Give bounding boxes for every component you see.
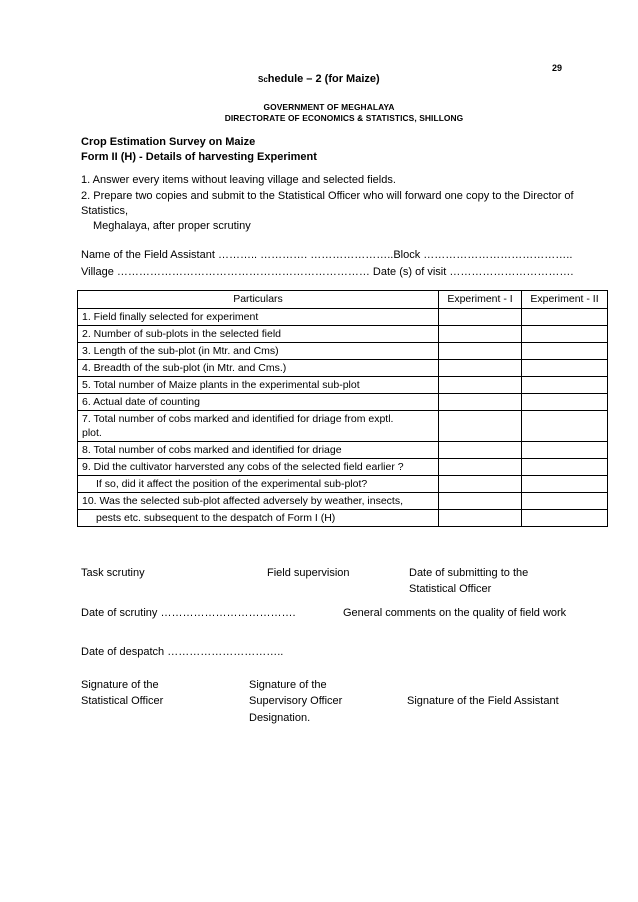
particulars-cell	[78, 326, 439, 343]
particulars-cell	[78, 493, 439, 510]
table-row	[78, 377, 608, 394]
table-body	[78, 309, 608, 527]
particulars-cell	[78, 411, 439, 442]
experiment-table	[77, 290, 608, 527]
particulars-cell	[78, 510, 439, 527]
particulars-cell	[78, 459, 439, 476]
particulars-text: plot.	[82, 427, 102, 439]
designation-label: Designation.	[249, 712, 311, 724]
header-particulars: Particulars	[78, 291, 439, 309]
experiment-2-cell[interactable]	[522, 510, 608, 527]
signature-supervisory-label: Signature of the	[249, 679, 327, 691]
experiment-1-cell[interactable]	[439, 411, 522, 442]
experiment-2-cell[interactable]	[522, 493, 608, 510]
table-row	[78, 309, 608, 326]
particulars-text: 1. Field finally selected for experiment	[82, 311, 259, 323]
experiment-2-cell[interactable]	[522, 309, 608, 326]
signature-so-label: Signature of the	[81, 679, 159, 691]
instruction-2-cont2: Meghalaya, after proper scrutiny	[93, 220, 251, 232]
table-row	[78, 411, 608, 442]
experiment-1-cell[interactable]	[439, 343, 522, 360]
table-row	[78, 493, 608, 510]
experiment-1-cell[interactable]	[439, 309, 522, 326]
particulars-cell	[78, 343, 439, 360]
date-scrutiny-line: Date of scrutiny ……………………………….	[81, 607, 296, 619]
particulars-text: If so, did it affect the position of the experimental sub-plot?	[96, 478, 368, 490]
table-row	[78, 343, 608, 360]
particulars-text: 4. Breadth of the sub-plot (in Mtr. and Cms.)	[82, 362, 287, 374]
table-header-row	[78, 291, 608, 309]
schedule-title	[258, 73, 380, 85]
table-row	[78, 459, 608, 476]
experiment-2-cell[interactable]	[522, 377, 608, 394]
government-heading	[0, 102, 638, 112]
date-submitting-label-cont: Statistical Officer	[409, 583, 492, 595]
particulars-text: 8. Total number of cobs marked and identified for driage	[82, 444, 342, 456]
experiment-1-cell[interactable]	[439, 510, 522, 527]
particulars-cell	[78, 309, 439, 326]
field-supervision-label: Field supervision	[267, 567, 350, 579]
signature-so-label-cont: Statistical Officer	[81, 695, 164, 707]
directorate-heading	[0, 113, 638, 123]
table-row	[78, 476, 608, 493]
particulars-text: 3. Length of the sub-plot (in Mtr. and Cms)	[82, 345, 279, 357]
schedule-prefix: Sc	[258, 75, 268, 84]
task-scrutiny-label: Task scrutiny	[81, 567, 145, 579]
experiment-1-cell[interactable]	[439, 459, 522, 476]
particulars-text: 2. Number of sub-plots in the selected field	[82, 328, 282, 340]
experiment-2-cell[interactable]	[522, 442, 608, 459]
experiment-1-cell[interactable]	[439, 377, 522, 394]
experiment-1-cell[interactable]	[439, 476, 522, 493]
experiment-2-cell[interactable]	[522, 326, 608, 343]
particulars-cell	[78, 476, 439, 493]
table-row	[78, 442, 608, 459]
particulars-cell	[78, 442, 439, 459]
experiment-2-cell[interactable]	[522, 411, 608, 442]
particulars-text: 5. Total number of Maize plants in the experimental sub-plot	[82, 379, 360, 391]
table-row	[78, 326, 608, 343]
experiment-2-cell[interactable]	[522, 476, 608, 493]
government-text: GOVERNMENT OF MEGHALAYA	[263, 102, 395, 112]
experiment-2-cell[interactable]	[522, 459, 608, 476]
field-assistant-line: Name of the Field Assistant ……….. …………. …………………..Block …………………………………..	[81, 249, 573, 261]
table-row	[78, 510, 608, 527]
header-experiment-2: Experiment - II	[522, 291, 608, 309]
experiment-1-cell[interactable]	[439, 493, 522, 510]
general-comments-label: General comments on the quality of field work	[343, 607, 567, 619]
header-experiment-1: Experiment - I	[439, 291, 522, 309]
signature-supervisory-label-cont: Supervisory Officer	[249, 695, 343, 707]
particulars-cell	[78, 360, 439, 377]
village-line: Village …………………………………………………………… Date (s) of visit …………………………….	[81, 266, 574, 278]
particulars-text: 6. Actual date of counting	[82, 396, 200, 408]
experiment-1-cell[interactable]	[439, 442, 522, 459]
particulars-text: 10. Was the selected sub-plot affected adversely by weather, insects,	[82, 495, 404, 507]
date-submitting-label: Date of submitting to the	[409, 567, 529, 579]
schedule-rest: hedule – 2 (for Maize)	[267, 73, 380, 85]
instruction-2: 2. Prepare two copies and submit to the Statistical Officer who will forward one copy to the Director of	[81, 190, 574, 202]
table-row	[78, 360, 608, 377]
particulars-cell	[78, 394, 439, 411]
table-row	[78, 394, 608, 411]
form-title: Form II (H) - Details of harvesting Experiment	[81, 151, 317, 163]
experiment-2-cell[interactable]	[522, 343, 608, 360]
directorate-text: DIRECTORATE OF ECONOMICS & STATISTICS, SHILLONG	[224, 113, 464, 123]
experiment-2-cell[interactable]	[522, 360, 608, 377]
experiment-1-cell[interactable]	[439, 326, 522, 343]
particulars-text: 9. Did the cultivator harversted any cobs of the selected field earlier ?	[82, 461, 404, 473]
particulars-cell	[78, 377, 439, 394]
experiment-1-cell[interactable]	[439, 360, 522, 377]
experiment-1-cell[interactable]	[439, 394, 522, 411]
particulars-text: pests etc. subsequent to the despatch of Form I (H)	[96, 512, 336, 524]
date-despatch-line: Date of despatch …………………………..	[81, 646, 284, 658]
particulars-text: 7. Total number of cobs marked and identified for driage from exptl.	[82, 413, 394, 425]
experiment-2-cell[interactable]	[522, 394, 608, 411]
survey-title: Crop Estimation Survey on Maize	[81, 136, 256, 148]
page-number: 29	[552, 63, 563, 73]
signature-field-assistant-label: Signature of the Field Assistant	[407, 695, 559, 707]
instruction-1: 1. Answer every items without leaving village and selected fields.	[81, 174, 396, 186]
instruction-2-cont: Statistics,	[81, 205, 129, 217]
